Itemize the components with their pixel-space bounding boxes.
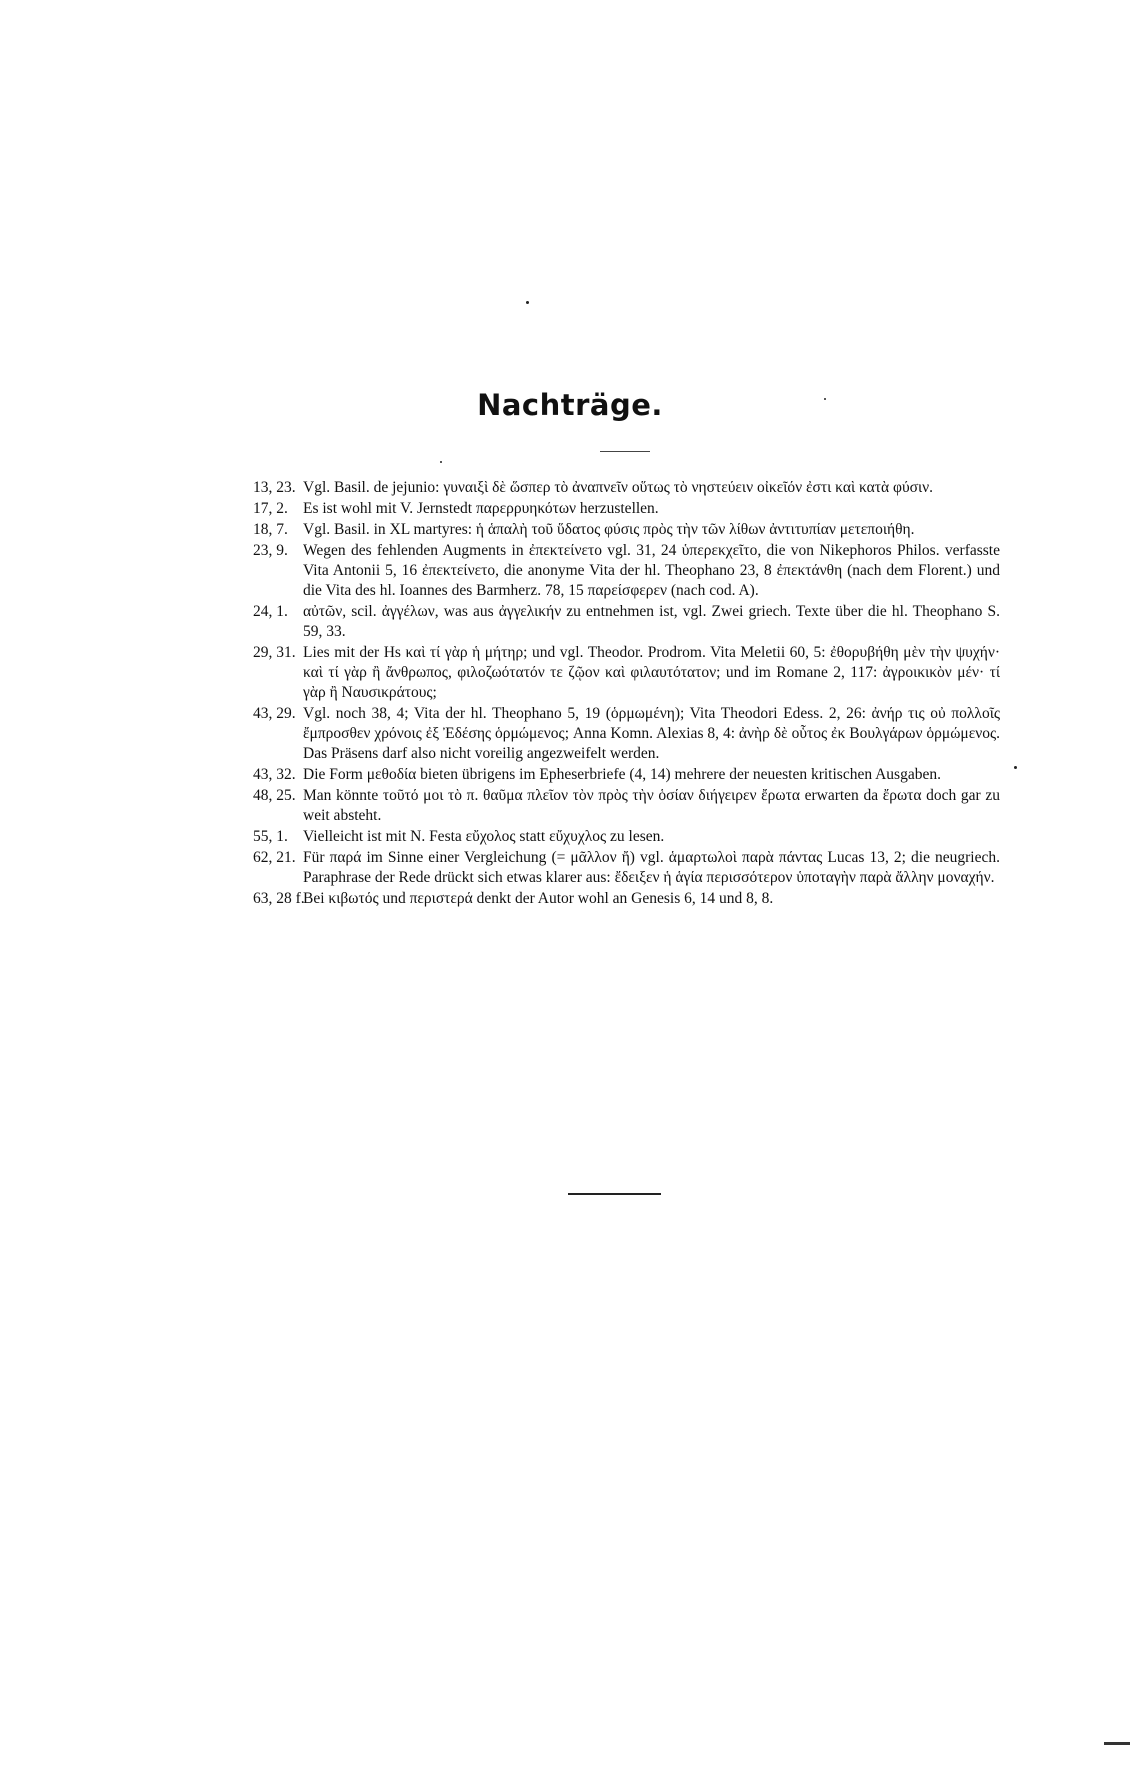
scan-corner-mark <box>1104 1742 1130 1745</box>
entry-reference: 23, 9. <box>253 542 288 559</box>
entry-reference: 29, 31. <box>253 644 296 661</box>
entry-text: Vielleicht ist mit N. Festa εὔχολος statt εὔχυχλος zu lesen. <box>303 828 665 845</box>
addenda-entry <box>253 848 1000 888</box>
entry-reference: 18, 7. <box>253 521 288 538</box>
entry-reference: 13, 23. <box>253 479 296 496</box>
addenda-entry <box>253 827 1000 847</box>
print-speck <box>440 461 442 463</box>
entry-text: Lies mit der Hs καὶ τί γὰρ ἡ μήτηρ; und vgl. Theodor. Prodrom. Vita Meletii 60, 5: ἐθορυβήθη μὲν τὴν ψυχήν· καὶ τί γὰρ ἢ ἄνθρωπος, φιλοζωότατόν τε ζῷον καὶ φιλαυτότατον; und im Romane 2, 117: ἀγροικικὸν μέν· τί γὰρ ἢ Ναυσικράτους; <box>303 644 1000 701</box>
entry-reference: 62, 21. <box>253 849 296 866</box>
addenda-entry <box>253 786 1000 826</box>
addenda-entry <box>253 541 1000 601</box>
entry-text: Vgl. Basil. de jejunio: γυναιξὶ δὲ ὥσπερ τὸ ἀναπνεῖν οὕτως τὸ νηστεύειν οἰκεῖόν ἐστι καὶ κατὰ φύσιν. <box>303 479 934 496</box>
end-divider <box>568 1193 661 1195</box>
addenda-entry <box>253 602 1000 642</box>
entry-text: Vgl. Basil. in XL martyres: ἡ ἁπαλὴ τοῦ ὕδατος φύσις πρὸς τὴν τῶν λίθων ἀντιτυπίαν μετεποιήθη. <box>303 521 915 538</box>
entry-text: Vgl. noch 38, 4; Vita der hl. Theophano 5, 19 (ὁρμωμένη); Vita Theodori Edess. 2, 26: ἀνήρ τις οὐ πολλοῖς ἔμπροσθεν χρόνοις ἐξ Ἐδέσης ὁρμώμενος; Anna Komn. Alexias 8, 4: ἀνὴρ δὲ οὗτος ἐκ Βουλγάρων ὁρμώμενος. Das Präsens darf also nicht voreilig angezweifelt werden. <box>303 705 1000 762</box>
entry-reference: 24, 1. <box>253 603 288 620</box>
addenda-entry <box>253 643 1000 703</box>
addenda-entry <box>253 499 1000 519</box>
entry-text: Die Form μεθοδία bieten übrigens im Epheserbriefe (4, 14) mehrere der neuesten kritischen Ausgaben. <box>303 766 941 783</box>
addenda-entry <box>253 520 1000 540</box>
page-title: Nachträge. <box>477 388 663 422</box>
title-divider <box>600 451 650 452</box>
entry-text: Wegen des fehlenden Augments in ἐπεκτείνετο vgl. 31, 24 ὑπερεκχεῖτο, die von Nikephoros Philos. verfasste Vita Antonii 5, 16 ἐπεκτείνετο, die anonyme Vita der hl. Theophano 23, 8 ἐπεκτάνθη (nach dem Florent.) und die Vita des hl. Ioannes des Barmherz. 78, 15 παρείσφερεν (nach cod. A). <box>303 542 1000 599</box>
entry-text: Man könnte τοῦτό μοι τὸ π. θαῦμα πλεῖον τὸν πρὸς τὴν ὁσίαν διήγειρεν ἔρωτα erwarten da ἔρωτα doch gar zu weit absteht. <box>303 787 1000 824</box>
print-speck <box>526 301 529 304</box>
addenda-entry <box>253 765 1000 785</box>
addenda-entry <box>253 478 1000 498</box>
entry-text: αὐτῶν, scil. ἀγγέλων, was aus ἀγγελικήν zu entnehmen ist, vgl. Zwei griech. Texte über die hl. Theophano S. 59, 33. <box>303 603 1000 640</box>
entry-text: Es ist wohl mit V. Jernstedt παρερρυηκότων herzustellen. <box>303 500 659 517</box>
entry-reference: 43, 29. <box>253 705 296 722</box>
addenda-entry <box>253 889 1000 909</box>
print-speck <box>1014 766 1017 769</box>
entry-reference: 55, 1. <box>253 828 288 845</box>
addenda-entry <box>253 704 1000 764</box>
entry-reference: 17, 2. <box>253 500 288 517</box>
entry-text: Bei κιβωτός und περιστερά denkt der Autor wohl an Genesis 6, 14 und 8, 8. <box>303 890 774 907</box>
entry-reference: 43, 32. <box>253 766 296 783</box>
entry-reference: 63, 28 f. <box>253 890 305 907</box>
addenda-list <box>253 478 1000 910</box>
entry-reference: 48, 25. <box>253 787 296 804</box>
entry-text: Für παρά im Sinne einer Vergleichung (= μᾶλλον ἤ) vgl. ἁμαρτωλοὶ παρὰ πάντας Lucas 13, 2; die neugriech. Paraphrase der Rede drückt sich etwas klarer aus: ἔδειξεν ἡ ἁγία περισσότερον ὑποταγὴν παρὰ ἄλλην μοναχήν. <box>303 849 1000 886</box>
